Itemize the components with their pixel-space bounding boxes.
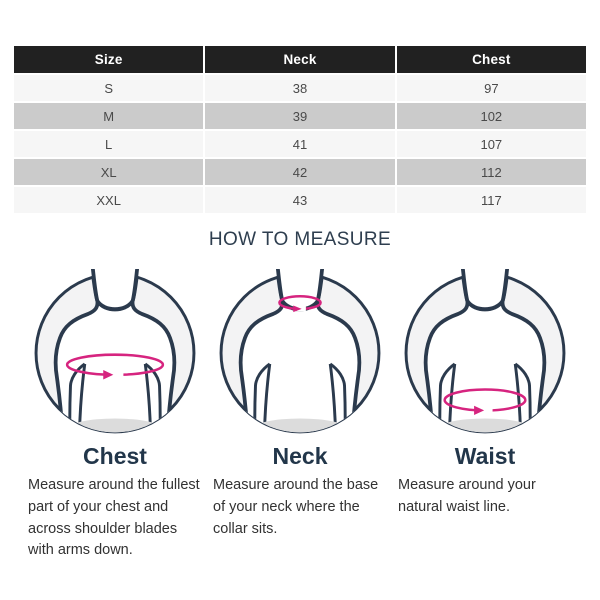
column-header-size: Size <box>13 45 204 74</box>
chest-cell: 102 <box>396 102 587 130</box>
measure-name-waist: Waist <box>454 443 516 469</box>
measure-description-waist: Measure around your natural waist line. <box>398 477 536 515</box>
measure-column-waist <box>396 269 574 562</box>
chest-cell: 117 <box>396 186 587 214</box>
measure-name-neck: Neck <box>272 443 328 469</box>
table-row <box>13 186 587 214</box>
neck-cell: 43 <box>204 186 395 214</box>
neck-cell: 38 <box>204 74 395 102</box>
torso-chest-icon <box>31 269 199 437</box>
table-row <box>13 130 587 158</box>
torso-neck-icon <box>216 269 384 437</box>
table-row <box>13 158 587 186</box>
chest-cell: 107 <box>396 130 587 158</box>
how-to-measure-title: HOW TO MEASURE <box>208 229 392 250</box>
chest-cell: 97 <box>396 74 587 102</box>
table-row <box>13 102 587 130</box>
column-header-chest: Chest <box>396 45 587 74</box>
neck-cell: 41 <box>204 130 395 158</box>
size-cell: M <box>13 102 204 130</box>
table-row <box>13 74 587 102</box>
chest-cell: 112 <box>396 158 587 186</box>
measure-description-chest: Measure around the fullest part of your chest and across shoulder blades with arms down. <box>28 477 200 559</box>
size-chart-table <box>12 44 588 215</box>
size-cell: L <box>13 130 204 158</box>
size-cell: S <box>13 74 204 102</box>
column-header-neck: Neck <box>204 45 395 74</box>
table-header-row <box>13 45 587 74</box>
neck-cell: 42 <box>204 158 395 186</box>
size-cell: XL <box>13 158 204 186</box>
measure-grid <box>0 269 600 562</box>
measure-column-chest <box>26 269 204 562</box>
size-cell: XXL <box>13 186 204 214</box>
torso-waist-icon <box>401 269 569 437</box>
measure-description-neck: Measure around the base of your neck where the collar sits. <box>213 477 379 537</box>
measure-column-neck <box>211 269 389 562</box>
measure-name-chest: Chest <box>83 443 147 469</box>
neck-cell: 39 <box>204 102 395 130</box>
